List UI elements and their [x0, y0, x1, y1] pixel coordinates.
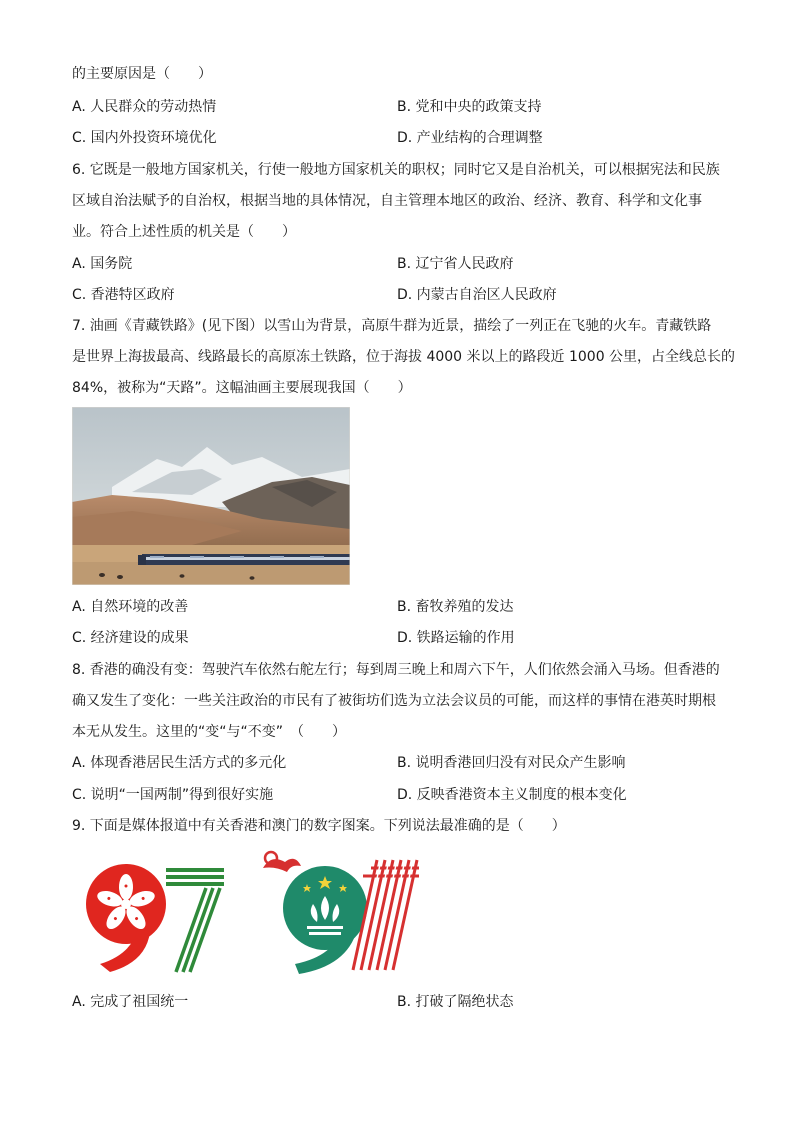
question-5-stem-end: 的主要原因是（ ）: [72, 66, 212, 82]
question-8-line-1: 8. 香港的确没有变：驾驶汽车依然右舵左行；每到周三晚上和周六下午，人们依然会涌入马场。但香港的: [72, 662, 720, 678]
question-7-line-2: 是世界上海拔最高、线路最长的高原冻土铁路，位于海拔 4000 米以上的路段近 1000 公里，占全线总长的: [72, 349, 736, 365]
q8-option-a: A. 体现香港居民生活方式的多元化: [72, 755, 287, 771]
q7-option-c: C. 经济建设的成果: [72, 630, 189, 646]
q5-option-b: B. 党和中央的政策支持: [397, 99, 542, 115]
question-9-line-1: 9. 下面是媒体报道中有关香港和澳门的数字图案。下列说法最准确的是（ ）: [72, 818, 566, 834]
q7-option-b: B. 畜牧养殖的发达: [397, 599, 514, 615]
question-6-line-3: 业。符合上述性质的机关是（ ）: [72, 224, 296, 240]
q6-option-d: D. 内蒙古自治区人民政府: [397, 287, 557, 303]
q5-option-a: A. 人民群众的劳动热情: [72, 99, 217, 115]
question-7-line-1: 7. 油画《青藏铁路》(见下图）以雪山为背景，高原牛群为近景，描绘了一列正在飞驰的火车。青藏铁路: [72, 318, 712, 334]
question-8-line-2: 确又发生了变化：一些关注政治的市民有了被街坊们选为立法会议员的可能，而这样的事情在港英时期根: [72, 693, 716, 709]
hong-kong-97-emblem: [80, 862, 225, 974]
qinghai-tibet-railway-painting: [72, 407, 350, 585]
q6-option-b: B. 辽宁省人民政府: [397, 256, 514, 272]
q7-option-a: A. 自然环境的改善: [72, 599, 189, 615]
q9-option-b: B. 打破了隔绝状态: [397, 994, 514, 1010]
question-8-line-3: 本无从发生。这里的“变“与“不变” （ ）: [72, 724, 347, 740]
q8-option-c: C. 说明“一国两制”得到很好实施: [72, 787, 274, 803]
q5-option-d: D. 产业结构的合理调整: [397, 130, 543, 146]
q8-option-d: D. 反映香港资本主义制度的根本变化: [397, 787, 627, 803]
question-6-line-2: 区域自治法赋予的自治权，根据当地的具体情况，自主管理本地区的政治、经济、教育、科学和文化事: [72, 193, 702, 209]
q6-option-a: A. 国务院: [72, 256, 133, 272]
macau-99-emblem: [251, 850, 421, 976]
q9-option-a: A. 完成了祖国统一: [72, 994, 189, 1010]
q8-option-b: B. 说明香港回归没有对民众产生影响: [397, 755, 626, 771]
q6-option-c: C. 香港特区政府: [72, 287, 175, 303]
q5-option-c: C. 国内外投资环境优化: [72, 130, 217, 146]
question-7-line-3: 84%，被称为“天路”。这幅油画主要展现我国（ ）: [72, 380, 412, 396]
q7-option-d: D. 铁路运输的作用: [397, 630, 515, 646]
question-6-line-1: 6. 它既是一般地方国家机关，行使一般地方国家机关的职权；同时它又是自治机关，可以根据宪法和民族: [72, 162, 720, 178]
